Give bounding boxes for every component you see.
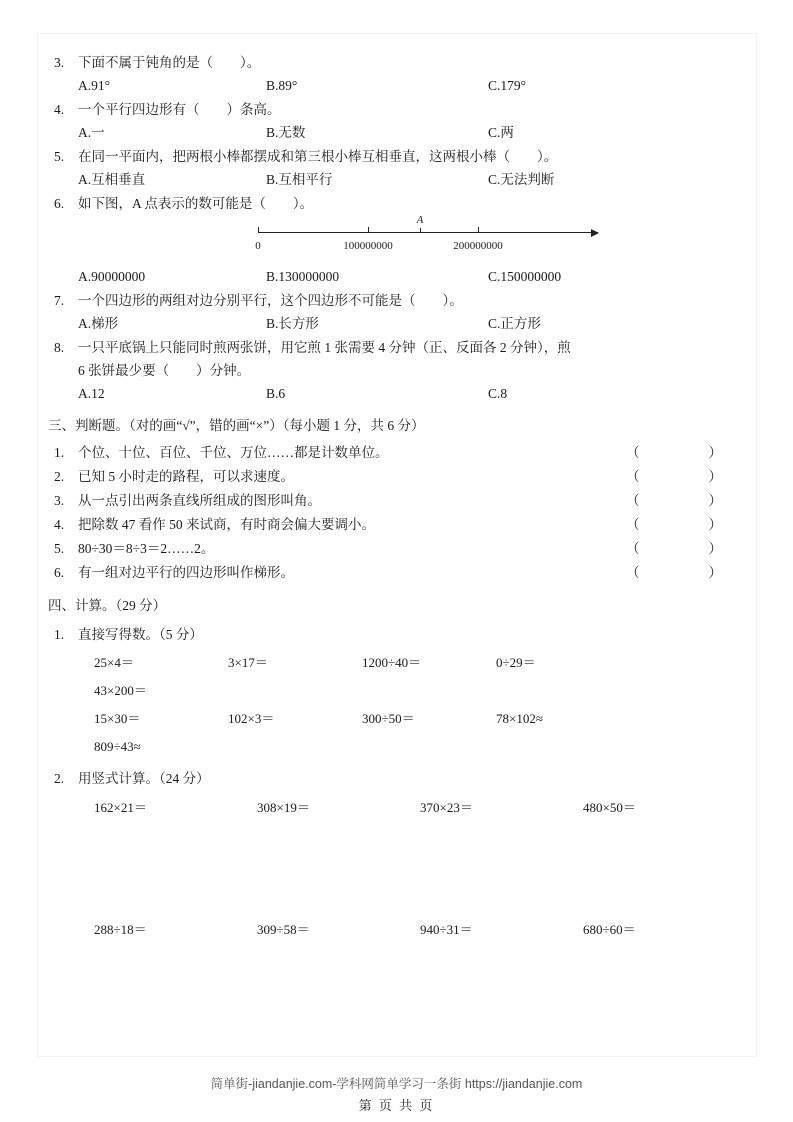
oral-calc-row-2 xyxy=(94,705,746,761)
tf-item-5 xyxy=(46,537,746,561)
question-text: 已知 5 小时走的路程，可以求速度。 xyxy=(78,469,294,484)
watermark-text: 简单街-jiandanjie.com-学科网简单学习一条街 https://jiandanjie.com xyxy=(210,1077,583,1091)
question-6-options xyxy=(78,266,746,288)
section-title-true-false: 三、判断题。（对的画“√”，错的画“×”）（每小题 1 分，共 6 分） xyxy=(48,418,425,433)
option-b[interactable]: B.互相平行 xyxy=(266,172,333,187)
question-text-continued: 6 张饼最少要（ ）分钟。 xyxy=(78,363,251,378)
point-a-label: A xyxy=(416,214,424,226)
subsection-oral-calc xyxy=(54,624,746,646)
calc-item[interactable]: 308×19＝ xyxy=(257,800,310,815)
calc-item[interactable]: 680÷60＝ xyxy=(583,922,636,937)
question-8-line2 xyxy=(46,360,746,381)
oral-calc-row-1 xyxy=(94,649,746,705)
question-8 xyxy=(46,337,746,358)
option-a[interactable]: A.12 xyxy=(78,386,105,401)
option-a[interactable]: A.91° xyxy=(78,78,111,93)
tf-item-1 xyxy=(46,441,746,465)
question-number: 6. xyxy=(54,565,65,580)
option-b[interactable]: B.6 xyxy=(266,386,286,401)
exam-sheet xyxy=(38,34,756,1056)
option-a[interactable]: A.一 xyxy=(78,125,105,140)
calc-item[interactable]: 15×30＝ xyxy=(94,711,141,726)
calc-item[interactable]: 0÷29＝ xyxy=(496,655,536,670)
question-number: 3. xyxy=(54,55,65,70)
question-7-options xyxy=(78,313,746,335)
question-number: 5. xyxy=(54,541,65,556)
question-number: 4. xyxy=(54,102,65,117)
subsection-number: 2. xyxy=(54,771,65,786)
calc-item[interactable]: 102×3＝ xyxy=(228,711,275,726)
tf-item-3 xyxy=(46,489,746,513)
answer-parenthesis[interactable]: （ ） xyxy=(626,493,736,508)
option-b[interactable]: B.89° xyxy=(266,78,298,93)
subsection-vertical-calc xyxy=(54,768,746,790)
tf-item-6 xyxy=(46,561,746,585)
question-text: 一只平底锅上只能同时煎两张饼，用它煎 1 张需要 4 分钟（正、反面各 2 分钟），煎 xyxy=(78,340,571,355)
vertical-calc-row-1 xyxy=(94,793,746,823)
exam-content xyxy=(46,52,746,945)
calc-item[interactable]: 43×200＝ xyxy=(94,683,147,698)
tick-label-0: 0 xyxy=(255,240,261,252)
answer-parenthesis[interactable]: （ ） xyxy=(626,541,736,556)
calc-item[interactable]: 809÷43≈ xyxy=(94,739,141,754)
question-text: 一个平行四边形有（ ）条高。 xyxy=(78,102,281,117)
option-a[interactable]: A.互相垂直 xyxy=(78,172,146,187)
option-c[interactable]: C.正方形 xyxy=(488,316,541,331)
question-number: 4. xyxy=(54,517,65,532)
option-b[interactable]: B.130000000 xyxy=(266,269,340,284)
option-c[interactable]: C.179° xyxy=(488,78,527,93)
calc-item[interactable]: 3×17＝ xyxy=(228,655,268,670)
tick-mark xyxy=(258,227,259,233)
calc-item[interactable]: 288÷18＝ xyxy=(94,922,147,937)
question-text: 如下图，A 点表示的数可能是（ ）。 xyxy=(78,196,314,211)
option-c[interactable]: C.150000000 xyxy=(488,269,562,284)
calc-item[interactable]: 78×102≈ xyxy=(496,711,543,726)
question-3 xyxy=(46,52,746,73)
option-c[interactable]: C.无法判断 xyxy=(488,172,555,187)
calc-item[interactable]: 25×4＝ xyxy=(94,655,134,670)
option-b[interactable]: B.长方形 xyxy=(266,316,319,331)
question-text: 从一点引出两条直线所组成的图形叫角。 xyxy=(78,493,321,508)
vertical-calc-row-2 xyxy=(94,915,746,945)
question-number: 1. xyxy=(54,445,65,460)
question-4-options xyxy=(78,122,746,144)
calc-item[interactable]: 940÷31＝ xyxy=(420,922,473,937)
question-6 xyxy=(46,193,746,214)
option-a[interactable]: A.90000000 xyxy=(78,269,146,284)
work-space-area xyxy=(46,823,746,915)
calc-item[interactable]: 300÷50＝ xyxy=(362,711,415,726)
question-text: 80÷30＝8÷3＝2……2。 xyxy=(78,541,215,556)
option-c[interactable]: C.两 xyxy=(488,125,514,140)
point-a-mark xyxy=(420,228,421,233)
question-number: 7. xyxy=(54,293,65,308)
calc-item[interactable]: 1200÷40＝ xyxy=(362,655,422,670)
question-text: 一个四边形的两组对边分别平行，这个四边形不可能是（ ）。 xyxy=(78,293,463,308)
question-number: 2. xyxy=(54,469,65,484)
question-number: 8. xyxy=(54,340,65,355)
question-4 xyxy=(46,99,746,120)
calc-item[interactable]: 370×23＝ xyxy=(420,800,473,815)
answer-parenthesis[interactable]: （ ） xyxy=(626,565,736,580)
option-b[interactable]: B.无数 xyxy=(266,125,306,140)
answer-parenthesis[interactable]: （ ） xyxy=(626,445,736,460)
question-text: 下面不属于钝角的是（ ）。 xyxy=(78,55,261,70)
number-line-figure xyxy=(46,214,746,264)
question-5-options xyxy=(78,169,746,191)
calc-item[interactable]: 162×21＝ xyxy=(94,800,147,815)
subsection-number: 1. xyxy=(54,627,65,642)
tick-mark xyxy=(368,227,369,233)
question-text: 有一组对边平行的四边形叫作梯形。 xyxy=(78,565,294,580)
number-line-axis xyxy=(255,214,598,252)
question-3-options xyxy=(78,75,746,97)
page-number-footer: 第 页 共 页 xyxy=(358,1098,435,1113)
option-c[interactable]: C.8 xyxy=(488,386,508,401)
subsection-title: 直接写得数。（5 分） xyxy=(78,627,203,642)
subsection-title: 用竖式计算。（24 分） xyxy=(78,771,210,786)
question-5 xyxy=(46,146,746,167)
tf-item-2 xyxy=(46,465,746,489)
section-title-calculation: 四、计算。（29 分） xyxy=(48,598,167,613)
option-a[interactable]: A.梯形 xyxy=(78,316,119,331)
question-text: 在同一平面内，把两根小棒都摆成和第三根小棒互相垂直，这两根小棒（ ）。 xyxy=(78,149,558,164)
answer-parenthesis[interactable]: （ ） xyxy=(626,469,736,484)
calc-item[interactable]: 309÷58＝ xyxy=(257,922,310,937)
question-number: 6. xyxy=(54,196,65,211)
question-8-options xyxy=(78,383,746,405)
question-text: 把除数 47 看作 50 来试商，有时商会偏大要调小。 xyxy=(78,517,375,532)
tick-label-1: 100000000 xyxy=(343,240,393,252)
question-7 xyxy=(46,290,746,311)
tick-label-2: 200000000 xyxy=(453,240,503,252)
question-text: 个位、十位、百位、千位、万位……都是计数单位。 xyxy=(78,445,389,460)
tf-item-4 xyxy=(46,513,746,537)
tick-mark xyxy=(478,227,479,233)
question-number: 3. xyxy=(54,493,65,508)
calc-item[interactable]: 480×50＝ xyxy=(583,800,636,815)
question-number: 5. xyxy=(54,149,65,164)
answer-parenthesis[interactable]: （ ） xyxy=(626,517,736,532)
